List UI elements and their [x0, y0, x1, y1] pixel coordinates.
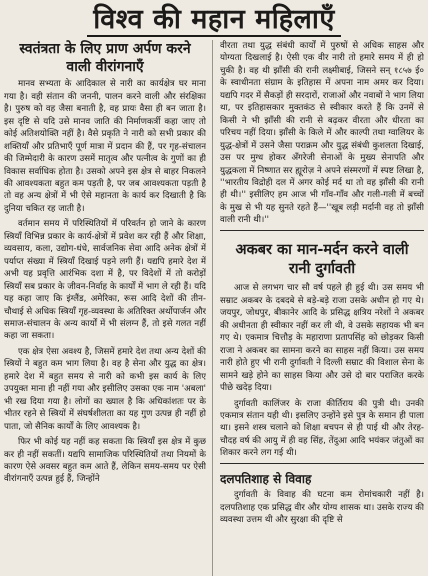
left-column [4, 40, 206, 576]
page-title [0, 0, 428, 40]
article-paragraph: दुर्गावती कालिंजर के राजा कीर्तिराय की पुत्री थी। उनकी एकमात्र संतान यही थी। इसलिए उन्होंने इसे पुत्र के समान ही पाला था। इसने शस्त्र चलाने को शिक्षा बचपन से ही पाई थी और तेरह-चौदह वर्ष की आयु में ही वह सिंह, तेंदुआ आदि भयंकर जंतुओं का शिकार करने लग गई थी। [220, 398, 424, 459]
article-paragraph: मानव सभ्यता के आदिकाल से नारी का कार्यक्षेत्र घर माना गया है। वही संतान की जननी, पालन करने वाली और संरक्षिका है। पुरुष को वह जैसा बनाती है, वह प्रायः वैसा ही बन जाता है। इस दृष्टि से यदि उसे मानव जाति की निर्माणकर्त्री कहा जाए तो कोई अतिशयोक्ति नहीं है। वैसे प्रकृति ने नारी को सभी प्रकार की शक्तियाँ और प्रतिभाएँ पूर्ण मात्रा में प्रदान की हैं, पर गृह-संचालन की जिम्मेदारी के कारण उसमें मातृत्व और पत्नीत्व के गुणों का ही विकास सर्वाधिक होता है। उसको अपने इस क्षेत्र से बाहर निकलने की आवश्यकता बहुत कम पड़ती है, पर जब आवश्यकता पड़ती है तो वह अन्य क्षेत्रों में भी ऐसे महानता के कार्य कर दिखाती है कि दुनिया चकित रह जाती है। [4, 79, 206, 214]
page-title-text: विश्व की महान महिलाएँ [87, 4, 341, 37]
article-paragraph: आज से लगभग चार सौ वर्ष पहले ही हुई थी। उस समय भी सम्राट अकबर के दबदबे से बड़े-बड़े राजा उसके अधीन हो गए थे। जयपुर, जोधपुर, बीकानेर आदि के प्रसिद्ध क्षत्रिय नरेशों ने अकबर की अधीनता ही स्वीकार नहीं कर ली थी, वे उसके सहायक भी बन गए थे। एकमात्र चित्तौड़ के महाराणा प्रतापसिंह को छोड़कर किसी राजा ने अकबर का सामना करने का साहस नहीं किया। उस समय नारी होते हुए भी रानी दुर्गावती ने दिल्ली सम्राट की विशाल सेना के सामने खड़े होने का साहस किया और उसे दो बार पराजित करके पीछे खदेड़ दिया। [220, 283, 424, 394]
article-paragraph: एक क्षेत्र ऐसा अवश्य है, जिसमें हमारे देश तथा अन्य देशों की स्त्रियों ने बहुत कम भाग लिया है। वह है सेना और युद्ध का क्षेत्र। हमारे देश में बहुत समय से नारी को कभी इस कार्य के लिए उपयुक्त माना ही नहीं गया और इसीलिए उसका एक नाम 'अबला' भी रख दिया गया है। लोगों का ख्याल है कि अधिकांशतः पर के भीतर रहने से स्त्रियों में संघर्षशीलता का यह गुण उत्पन्न ही नहीं हो पाता, जो सैनिक कार्यों के लिए आवश्यक है। [4, 346, 206, 432]
section-heading-line: अकबर का मान-मर्दन करने वाली [235, 241, 409, 258]
section-divider [220, 230, 424, 231]
section-divider [220, 463, 424, 464]
article-paragraph: फिर भी कोई यह नहीं कह सकता कि स्त्रियाँ इस क्षेत्र में कुछ कर ही नहीं सकतीं। यद्यपि सामाजिक परिस्थितियों तथा नियमों के कारण ऐसे अवसर बहुत कम आते हैं, लेकिन समय-समय पर ऐसी वीरांगनाएँ उत्पन्न हुई हैं, जिन्होंने [4, 437, 206, 485]
section-heading-freedom [4, 40, 206, 78]
article-paragraph: वीरता तथा युद्ध संबंधी कार्यों में पुरुषों से अधिक साहस और योग्यता दिखलाई है। ऐसी एक वीर नारी तो हमारे समय में ही हो चुकी है। वह थी झाँसी की रानी लक्ष्मीबाई, जिसने सन् १८५७ ई० के स्वाधीनता संग्राम के इतिहास में अपना नाम अमर कर दिया। यद्यपि गदर में सैकड़ों ही सरदारों, राजाओं और नवाबों ने भाग लिया था, पर इतिहासकार मुक्तकंठ से स्वीकार करते हैं कि उनमें से किसी ने भी झाँसी की रानी से बढ़कर वीरता और धीरता का परिचय नहीं दिया। झाँसी के किले में और काल्पी तथा ग्वालियर के युद्ध-क्षेत्रों में उसने जैसा पराक्रम और युद्ध संबंधी कुशलता दिखाई, उस पर मुग्ध होकर अँगरेजी सेनाओं के मुख्य सेनापति और युद्धकला में निष्णात सर ह्यूरोज़ ने अपने संस्मरणों में स्पष्ट लिखा है, ''भारतीय विद्रोही दल में अगर कोई मर्द था तो वह झाँसी की रानी ही थी।'' इसीलिए हम आज भी गाँव-गाँव और गली-गली में बच्चों के मुख से भी यह सुनते रहते हैं—''खूब लड़ी मर्दानी वह तो झाँसी वाली रानी थी।'' [220, 41, 424, 226]
section-heading-line: स्वतंत्रता के लिए प्राण अर्पण करने [19, 41, 191, 57]
section-heading-line: रानी दुर्गावती [288, 260, 356, 277]
article-paragraph: दुर्गावती के विवाह की घटना कम रोमांचकारी नहीं है। दलपतिशाह एक प्रसिद्ध वीर और योग्य शासक था। उसके राज्य की व्यवस्था उत्तम थी और सुरक्षा की दृष्टि से [220, 490, 424, 526]
article-paragraph: वर्तमान समय में परिस्थितियों में परिवर्तन हो जाने के कारण स्त्रियाँ विभिन्न प्रकार के कार्य-क्षेत्रों में प्रवेश कर रही हैं और शिक्षा, व्यवसाय, कला, उद्योग-धंधे, सार्वजनिक सेवा आदि अनेक क्षेत्रों में पर्याप्त संख्या में स्त्रियाँ दिखाई पड़ने लगी हैं। यद्यपि हमारे देश में अभी यह प्रवृत्ति आरंभिक दशा में है, पर विदेशों में तो करोड़ों स्त्रियाँ सब प्रकार के जीवन-निर्वाह के कार्यों में भाग ले रही हैं। यदि यह कहा जाए कि इंग्लैंड, अमेरिका, रूस आदि देशों की तीन-चौथाई से अधिक स्त्रियाँ गृह-व्यवस्था के अतिरिक्त अर्थोपार्जन और समाज-संचालन के अन्य कार्यों में भी संलग्न हैं, तो इसे गलत नहीं कहा जा सकता। [4, 219, 206, 342]
column-divider [212, 40, 213, 576]
section-heading-akbar [220, 235, 424, 283]
right-column [220, 40, 424, 576]
section-heading-marriage: दलपतिशाह से विवाह [220, 471, 312, 486]
section-heading-line: वाली वीरांगनाएँ [66, 59, 144, 76]
